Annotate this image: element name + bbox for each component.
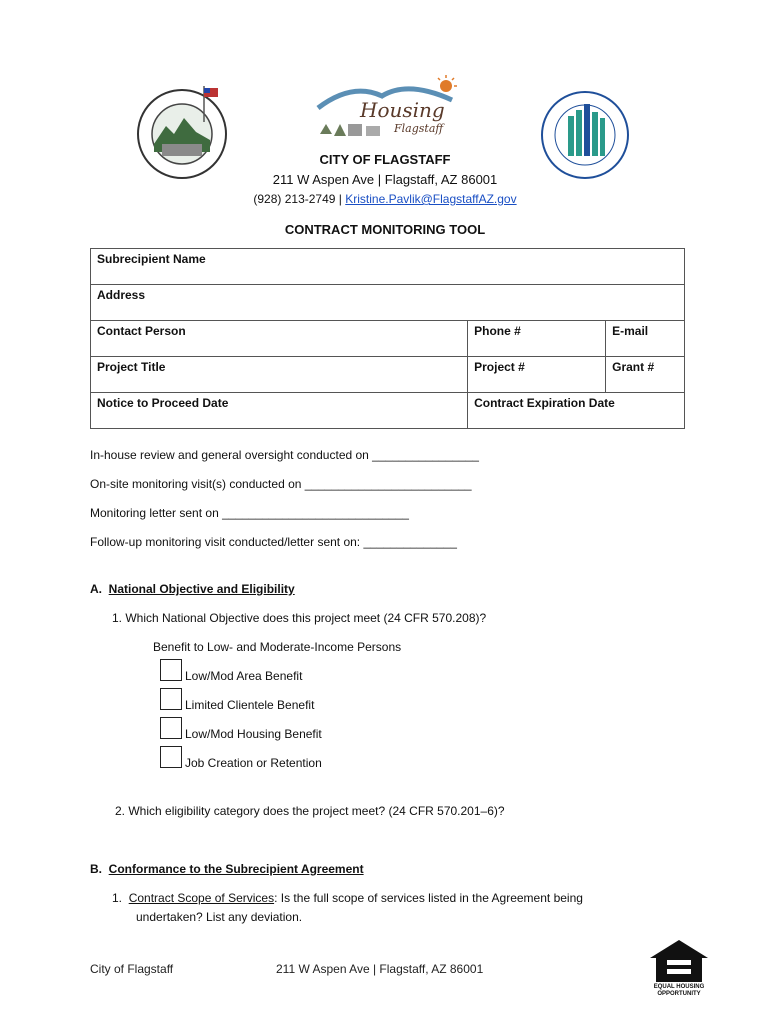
contact-phone: (928) 213-2749 |	[253, 192, 346, 206]
benefit-heading: Benefit to Low- and Moderate-Income Persons	[153, 640, 402, 654]
section-a-question-2: 2. Which eligibility category does the project meet? (24 CFR 570.201–6)?	[115, 804, 505, 818]
low-mod-housing-checkbox[interactable]	[160, 717, 182, 739]
housing-flagstaff-logo	[312, 74, 472, 142]
low-mod-area-label: Low/Mod Area Benefit	[185, 669, 303, 683]
job-creation-label: Job Creation or Retention	[185, 756, 322, 770]
eho-line-2: OPPORTUNITY	[657, 991, 701, 997]
limited-clientele-checkbox[interactable]	[160, 688, 182, 710]
grant-number-field[interactable]: Grant #	[606, 357, 685, 393]
equal-housing-logo	[648, 938, 710, 1000]
expiration-date-field[interactable]: Contract Expiration Date	[468, 393, 685, 429]
project-title-field[interactable]: Project Title	[91, 357, 468, 393]
scope-of-services-label: Contract Scope of Services	[128, 891, 275, 905]
section-b-heading	[90, 862, 364, 876]
section-b-question-1	[112, 891, 583, 905]
eho-line-1: EQUAL HOUSING	[653, 984, 705, 990]
monitoring-letter-line[interactable]: Monitoring letter sent on ____________________________	[90, 506, 409, 520]
subrecipient-info-table	[90, 248, 685, 429]
section-a-title: National Objective and Eligibility	[108, 582, 295, 596]
address-field[interactable]: Address	[91, 285, 685, 321]
low-mod-housing-label: Low/Mod Housing Benefit	[185, 727, 322, 741]
housing-logo-title: Housing	[360, 98, 445, 122]
followup-visit-line[interactable]: Follow-up monitoring visit conducted/letter sent on: ______________	[90, 535, 457, 549]
section-b-question-1-cont: undertaken? List any deviation.	[136, 910, 303, 924]
section-b-title: Conformance to the Subrecipient Agreement	[108, 862, 364, 876]
limited-clientele-label: Limited Clientele Benefit	[185, 698, 315, 712]
housing-logo-subtitle: Flagstaff	[394, 122, 444, 135]
section-a-heading	[90, 582, 295, 596]
notice-to-proceed-field[interactable]: Notice to Proceed Date	[91, 393, 468, 429]
org-address: 211 W Aspen Ave | Flagstaff, AZ 86001	[272, 172, 498, 187]
email-field[interactable]: E-mail	[606, 321, 685, 357]
contact-line	[0, 192, 770, 206]
document-title: CONTRACT MONITORING TOOL	[284, 222, 486, 237]
job-creation-checkbox[interactable]	[160, 746, 182, 768]
section-b-label: B.	[90, 862, 102, 876]
footer-left: City of Flagstaff	[90, 962, 174, 976]
phone-field[interactable]: Phone #	[468, 321, 606, 357]
project-number-field[interactable]: Project #	[468, 357, 606, 393]
footer-address: 211 W Aspen Ave | Flagstaff, AZ 86001	[276, 962, 484, 976]
section-b-q1-number: 1.	[112, 891, 123, 905]
section-a-label: A.	[90, 582, 102, 596]
org-name: CITY OF FLAGSTAFF	[319, 152, 451, 167]
contact-email-link[interactable]: Kristine.Pavlik@FlagstaffAZ.gov	[345, 192, 517, 206]
section-b-q1-text: : Is the full scope of services listed in the Agreement being	[274, 891, 583, 905]
section-a-question-1: 1. Which National Objective does this project meet (24 CFR 570.208)?	[112, 611, 487, 625]
inhouse-review-line[interactable]: In-house review and general oversight conducted on ________________	[90, 448, 479, 462]
subrecipient-name-field[interactable]: Subrecipient Name	[91, 249, 685, 285]
low-mod-area-checkbox[interactable]	[160, 659, 182, 681]
onsite-visit-line[interactable]: On-site monitoring visit(s) conducted on _________________________	[90, 477, 472, 491]
contact-person-field[interactable]: Contact Person	[91, 321, 468, 357]
